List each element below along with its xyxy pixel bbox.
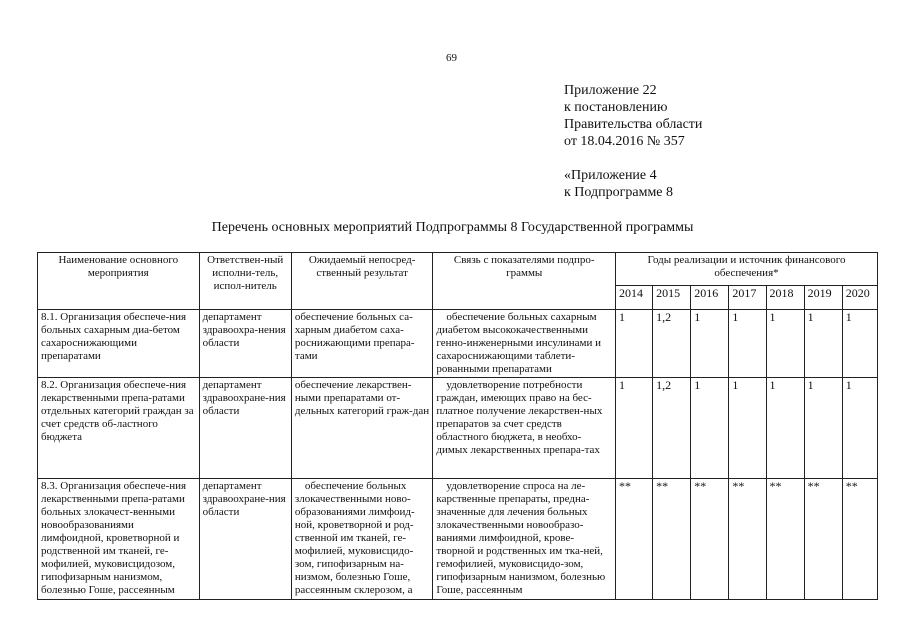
cell-value: 1 xyxy=(691,310,729,378)
cell-value: ** xyxy=(653,479,691,600)
cell-link: удовлетворение потребности граждан, имеющих право на бес-платное получение лекарствен-ных препаратов за счет средств областного бюджета, в необхо-димых лекарственных препара-тах xyxy=(433,378,616,479)
cell-value: ** xyxy=(729,479,766,600)
cell-name: 8.2. Организация обеспече-ния лекарственными препа-ратами отдельных категорий граждан за счет средств об-ластного бюджета xyxy=(38,378,200,479)
cell-result: обеспечение больных злокачественными ново-образованиями лимфоид-ной, кроветворной и род-ственной им тканей, ге-мофилией, муковисцидо-зом, гипофизарным на-низмом, болезнью Гоше, рассеянным склерозом, а xyxy=(291,479,433,600)
appendix-line: Приложение 22 xyxy=(564,83,657,98)
header-year: 2015 xyxy=(653,286,691,310)
header-result: Ожидаемый непосред-ственный результат xyxy=(291,253,433,310)
cell-value: 1 xyxy=(616,378,653,479)
cell-responsible: департамент здравоохране-ния области xyxy=(199,378,291,479)
cell-name: 8.3. Организация обеспече-ния лекарственными препа-ратами больных злокачест-венными новообразованиями лимфоидной, кроветворной и родственной им тканей, ге-мофилией, муковисцидозом, гипофизарным нанизмом, болезнью Гоше, рассеянным xyxy=(38,479,200,600)
appendix-line: к постановлению xyxy=(564,100,668,115)
cell-responsible: департамент здравоохране-ния области xyxy=(199,479,291,600)
header-responsible: Ответствен-ный исполни-тель, испол-нитель xyxy=(199,253,291,310)
activities-table xyxy=(37,252,878,600)
cell-value: 1 xyxy=(766,310,804,378)
cell-value: ** xyxy=(766,479,804,600)
cell-value: 1 xyxy=(729,378,766,479)
cell-result: обеспечение больных са-харным диабетом саха-роснижающими препара-тами xyxy=(291,310,433,378)
cell-value: 1 xyxy=(842,378,877,479)
cell-value: 1 xyxy=(804,378,842,479)
cell-link: удовлетворение спроса на ле-карственные препараты, предна-значенные для лечения больных злокачественными новообразо-ваниями лимфоидной, крове-творной и родственных им тка-ней, гемофилией, муковисцидо-зом, гипофизарным нанизмом, болезнью Гоше, рассеянным xyxy=(433,479,616,600)
table-row xyxy=(38,378,878,479)
appendix-line: Правительства области xyxy=(564,117,703,132)
appendix-gap xyxy=(564,150,702,167)
cell-value: 1 xyxy=(842,310,877,378)
header-years-group: Годы реализации и источник финансового обеспечения* xyxy=(616,253,878,286)
appendix-block xyxy=(564,82,702,201)
header-year: 2017 xyxy=(729,286,766,310)
header-year: 2016 xyxy=(691,286,729,310)
cell-result: обеспечение лекарствен-ными препаратами от-дельных категорий граж-дан xyxy=(291,378,433,479)
cell-value: ** xyxy=(616,479,653,600)
cell-value: 1,2 xyxy=(653,378,691,479)
header-link: Связь с показателями подпро-граммы xyxy=(433,253,616,310)
appendix-line: от 18.04.2016 № 357 xyxy=(564,134,685,149)
document-title: Перечень основных мероприятий Подпрограммы 8 Государственной программы xyxy=(211,220,694,235)
cell-value: 1 xyxy=(804,310,842,378)
table-row xyxy=(38,310,878,378)
cell-value: ** xyxy=(691,479,729,600)
table-row xyxy=(38,479,878,600)
appendix-line: к Подпрограмме 8 xyxy=(564,185,674,200)
cell-value: ** xyxy=(842,479,877,600)
cell-value: 1 xyxy=(729,310,766,378)
appendix-line: «Приложение 4 xyxy=(564,168,657,183)
header-year: 2018 xyxy=(766,286,804,310)
page-number: 69 xyxy=(446,52,457,64)
cell-link: обеспечение больных сахарным диабетом высококачественными генно-инженерными инсулинами и сахароснижающими таблети-рованными препаратами xyxy=(433,310,616,378)
header-year: 2014 xyxy=(616,286,653,310)
cell-name: 8.1. Организация обеспече-ния больных сахарным диа-бетом сахароснижающими препаратами xyxy=(38,310,200,378)
header-name: Наименование основного мероприятия xyxy=(38,253,200,310)
cell-value: 1 xyxy=(616,310,653,378)
cell-value: 1 xyxy=(766,378,804,479)
header-year: 2020 xyxy=(842,286,877,310)
cell-value: 1,2 xyxy=(653,310,691,378)
cell-responsible: департамент здравоохра-нения области xyxy=(199,310,291,378)
cell-value: ** xyxy=(804,479,842,600)
header-year: 2019 xyxy=(804,286,842,310)
cell-value: 1 xyxy=(691,378,729,479)
